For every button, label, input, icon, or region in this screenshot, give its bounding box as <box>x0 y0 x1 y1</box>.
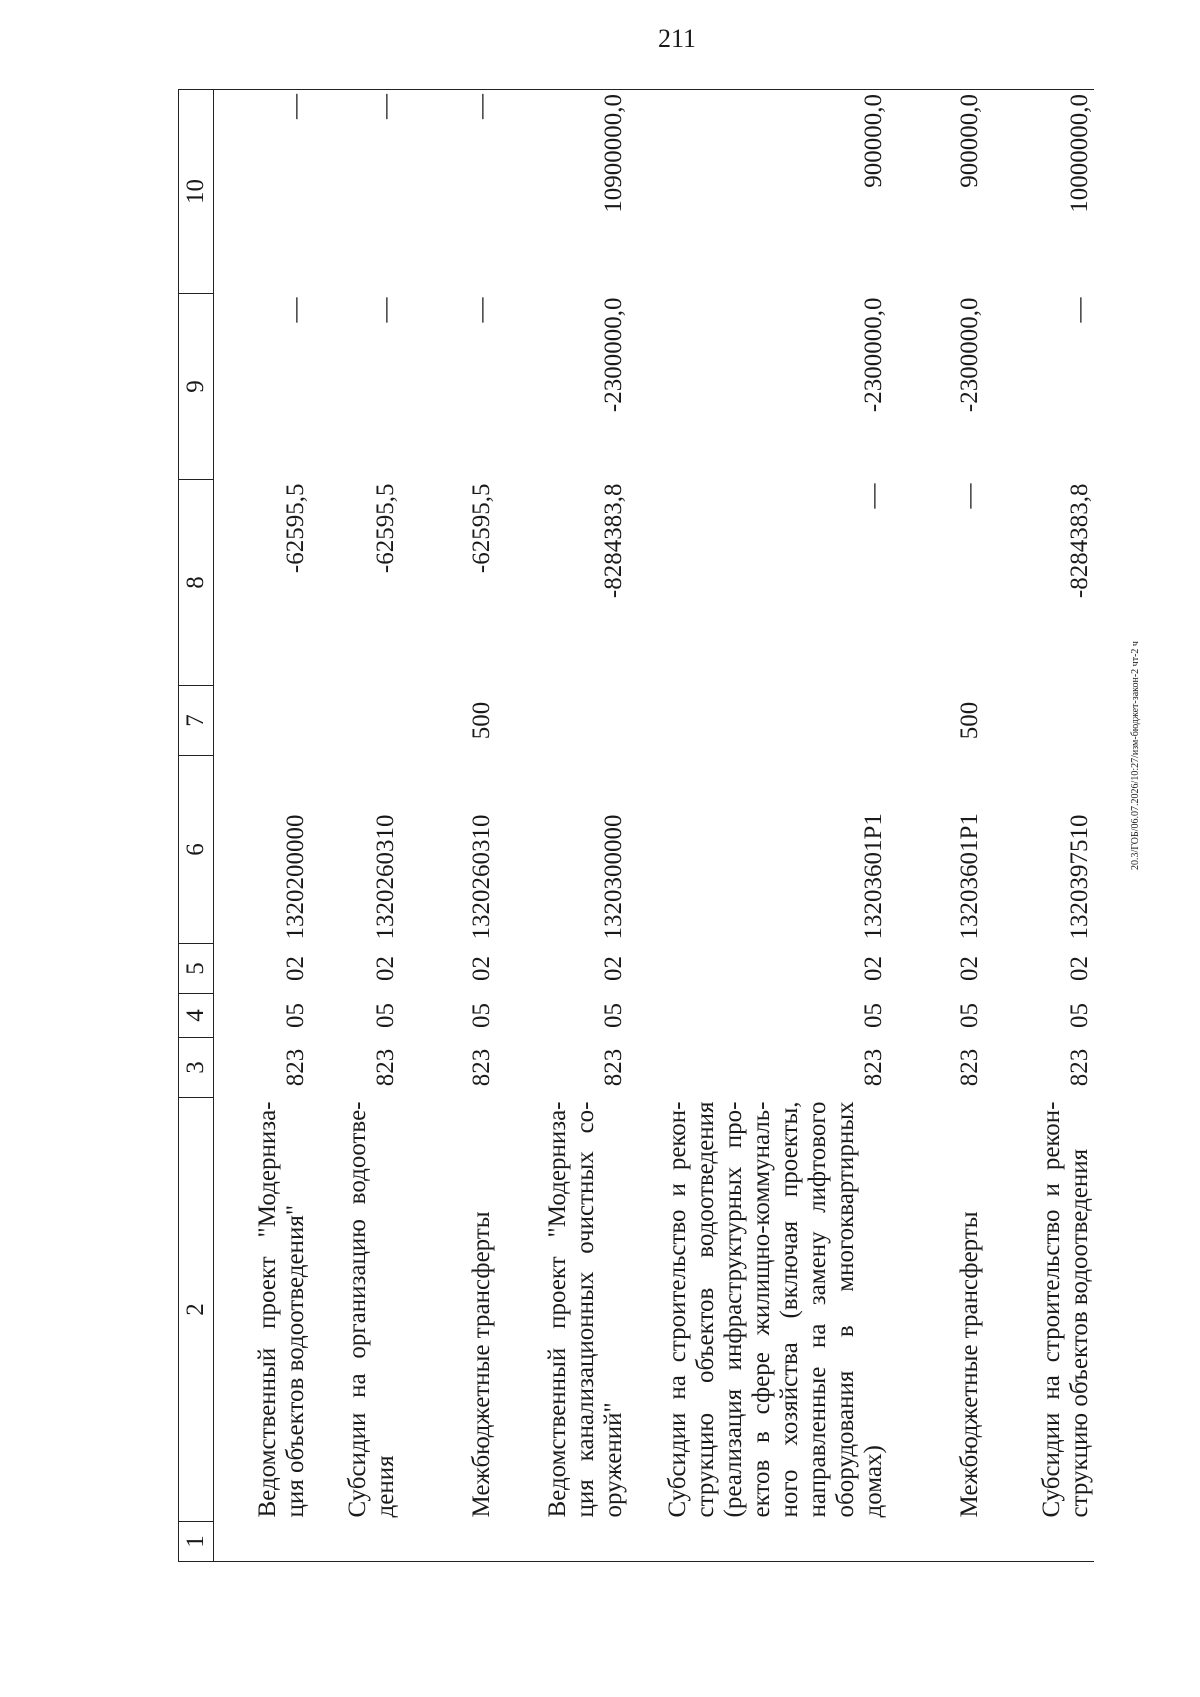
header-col-1: 1 <box>179 1522 214 1562</box>
cell-amount-9: — <box>282 297 309 323</box>
footer-document-code: 20.3/ГОБ/06.07.2026/10:27/изм-бюджет-закон-2 чт-2 ч <box>1130 641 1141 870</box>
cell-expense-type <box>310 686 400 756</box>
header-row <box>179 90 214 1562</box>
cell-amount-9: — <box>468 297 495 323</box>
cell-ministry: 823 <box>1066 1048 1093 1087</box>
cell-section: 05 <box>468 1003 495 1028</box>
cell-index <box>214 1522 311 1562</box>
table-row <box>496 90 628 1562</box>
header-col-5: 5 <box>179 944 214 994</box>
table-row <box>888 90 984 1562</box>
cell-amount-9: -2300000,0 <box>600 297 627 413</box>
cell-index <box>984 1522 1094 1562</box>
cell-name: Ведомственный проект "Модернизация объектов водоотведения" <box>254 1101 309 1518</box>
cell-ministry: 823 <box>860 1048 887 1087</box>
header-col-3: 3 <box>179 1038 214 1098</box>
cell-amount-10: — <box>310 90 400 294</box>
cell-amount-8: -62595,5 <box>282 483 309 574</box>
cell-name: Межбюджетные трансферты <box>468 1211 495 1518</box>
header-col-4: 4 <box>179 994 214 1038</box>
cell-amount-9: — <box>1066 297 1093 323</box>
cell-section: 05 <box>282 1003 309 1028</box>
cell-target-code: 1320397510 <box>1066 814 1093 940</box>
cell-ministry: 823 <box>372 1048 399 1087</box>
cell-expense-type: 500 <box>956 701 983 740</box>
budget-table <box>178 89 1094 1562</box>
cell-name: Субсидии на организацию водоотведения <box>344 1101 399 1518</box>
cell-amount-8: -62595,5 <box>468 483 495 574</box>
cell-amount-8: — <box>860 483 887 509</box>
header-col-8: 8 <box>179 480 214 686</box>
cell-index <box>496 1522 628 1562</box>
cell-index <box>888 1522 984 1562</box>
cell-target-code: 1320200000 <box>282 814 309 940</box>
cell-amount-10: — <box>400 90 496 294</box>
cell-target-code: 13203601Р1 <box>860 813 887 940</box>
cell-name: Субсидии на строительство и реконструкцию объектов водоотведения (реализация инфраструктурных проектов в сфере жилищно-коммунального хозяйства (включая проекты, направленные на замену лифтового оборудования в многоквартирных домах) <box>664 1101 887 1518</box>
header-col-2: 2 <box>179 1098 214 1522</box>
cell-section: 05 <box>1066 1003 1093 1028</box>
cell-subsection: 02 <box>860 956 887 981</box>
cell-expense-type <box>984 686 1094 756</box>
cell-index <box>400 1522 496 1562</box>
cell-amount-10: 10000000,0 <box>984 90 1094 294</box>
cell-subsection: 02 <box>372 956 399 981</box>
cell-amount-8: -8284383,8 <box>600 483 627 599</box>
header-col-6: 6 <box>179 756 214 944</box>
cell-expense-type: 500 <box>468 701 495 740</box>
cell-name: Межбюджетные трансферты <box>956 1211 983 1518</box>
cell-amount-10: 900000,0 <box>888 90 984 294</box>
cell-amount-10: 900000,0 <box>628 90 888 294</box>
cell-amount-9: — <box>372 297 399 323</box>
cell-subsection: 02 <box>1066 956 1093 981</box>
cell-amount-9: -2300000,0 <box>956 297 983 413</box>
cell-amount-10: — <box>214 90 311 294</box>
cell-amount-8: — <box>956 483 983 509</box>
cell-expense-type <box>628 686 888 756</box>
cell-section: 05 <box>372 1003 399 1028</box>
header-col-9: 9 <box>179 294 214 480</box>
cell-name: Ведомственный проект "Модернизация канализационных очистных сооружений" <box>544 1101 627 1518</box>
header-col-7: 7 <box>179 686 214 756</box>
cell-index <box>628 1522 888 1562</box>
cell-amount-8: -62595,5 <box>372 483 399 574</box>
page-number: 211 <box>658 24 697 53</box>
cell-ministry: 823 <box>956 1048 983 1087</box>
cell-amount-10: 10900000,0 <box>496 90 628 294</box>
cell-expense-type <box>496 686 628 756</box>
table-row <box>214 90 311 1562</box>
cell-ministry: 823 <box>600 1048 627 1087</box>
cell-section: 05 <box>860 1003 887 1028</box>
cell-target-code: 1320300000 <box>600 814 627 940</box>
cell-section: 05 <box>600 1003 627 1028</box>
table-row <box>400 90 496 1562</box>
cell-index <box>310 1522 400 1562</box>
table-row <box>984 90 1094 1562</box>
cell-subsection: 02 <box>956 956 983 981</box>
cell-target-code: 13203601Р1 <box>956 813 983 940</box>
cell-ministry: 823 <box>282 1048 309 1087</box>
cell-subsection: 02 <box>468 956 495 981</box>
table-row <box>310 90 400 1562</box>
cell-section: 05 <box>956 1003 983 1028</box>
table-row <box>628 90 888 1562</box>
cell-amount-9: -2300000,0 <box>860 297 887 413</box>
cell-subsection: 02 <box>282 956 309 981</box>
cell-target-code: 1320260310 <box>468 814 495 940</box>
cell-target-code: 1320260310 <box>372 814 399 940</box>
cell-subsection: 02 <box>600 956 627 981</box>
cell-ministry: 823 <box>468 1048 495 1087</box>
rotated-table-wrapper <box>178 90 1098 1562</box>
cell-expense-type <box>214 686 311 756</box>
cell-amount-8: -8284383,8 <box>1066 483 1093 599</box>
cell-name: Субсидии на строительство и реконструкцию объектов водоотведения <box>1038 1101 1093 1518</box>
header-col-10: 10 <box>179 90 214 294</box>
